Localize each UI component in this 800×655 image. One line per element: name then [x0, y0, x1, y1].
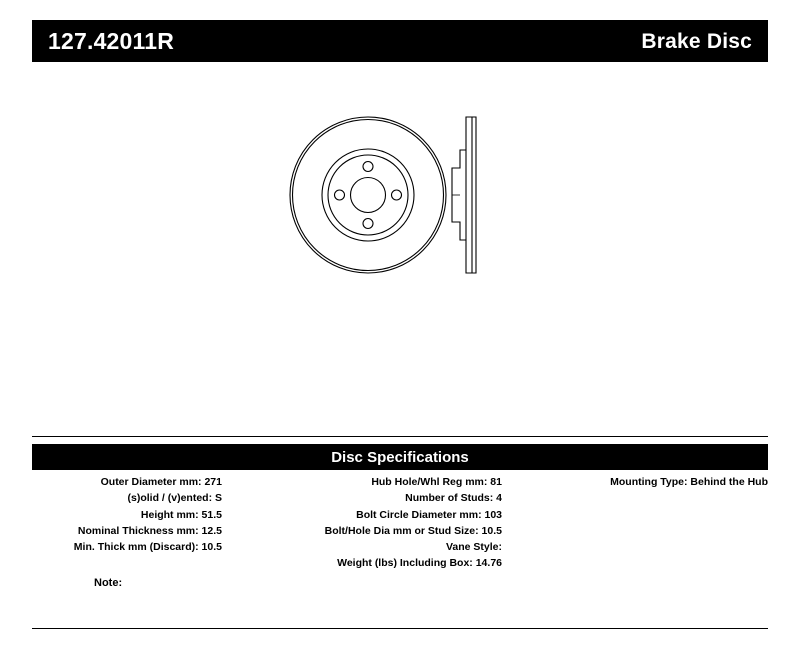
- rotor-braking-surface-edge: [322, 149, 414, 241]
- spec-section-title: Disc Specifications: [331, 448, 469, 466]
- specifications-area: [32, 474, 768, 604]
- spec-item: Vane Style:: [445, 541, 502, 554]
- stud-hole: [363, 162, 373, 172]
- spec-item: Nominal Thickness mm: 12.5: [77, 524, 222, 537]
- rotor-outer-circle-inner: [293, 120, 444, 271]
- spec-item: Outer Diameter mm: 271: [100, 476, 222, 488]
- note-label: Note:: [94, 577, 123, 589]
- hub-hole-circle: [351, 178, 386, 213]
- spec-item: Bolt/Hole Dia mm or Stud Size: 10.5: [324, 524, 502, 537]
- stud-hole: [392, 190, 402, 200]
- spec-title-bar: [32, 444, 768, 470]
- spec-item: Min. Thick mm (Discard): 10.5: [73, 541, 222, 554]
- spec-column-middle: [242, 474, 502, 572]
- part-number: 127.42011R: [48, 27, 175, 54]
- brake-rotor-illustration: [280, 100, 540, 290]
- spec-item: Hub Hole/Whl Reg mm: 81: [371, 476, 502, 488]
- product-type-label: Brake Disc: [641, 29, 752, 53]
- header-bar: [32, 20, 768, 62]
- edge-view-disc-band: [466, 117, 476, 273]
- rotor-outer-circle: [290, 117, 446, 273]
- spec-item: Bolt Circle Diameter mm: 103: [356, 508, 502, 521]
- spec-item: Number of Studs: 4: [405, 492, 502, 505]
- stud-hole: [335, 190, 345, 200]
- spec-item: (s)olid / (v)ented: S: [127, 492, 222, 505]
- spec-item: Weight (lbs) Including Box: 14.76: [337, 557, 502, 570]
- spec-column-left: [32, 474, 222, 555]
- rotor-hat-circle: [328, 155, 408, 235]
- spec-item: Mounting Type: Behind the Hub: [610, 476, 768, 488]
- spec-top-rule: [32, 436, 768, 437]
- page-bottom-rule: [32, 628, 768, 629]
- stud-hole: [363, 219, 373, 229]
- spec-item: Height mm: 51.5: [140, 508, 222, 521]
- spec-column-right: [522, 474, 768, 490]
